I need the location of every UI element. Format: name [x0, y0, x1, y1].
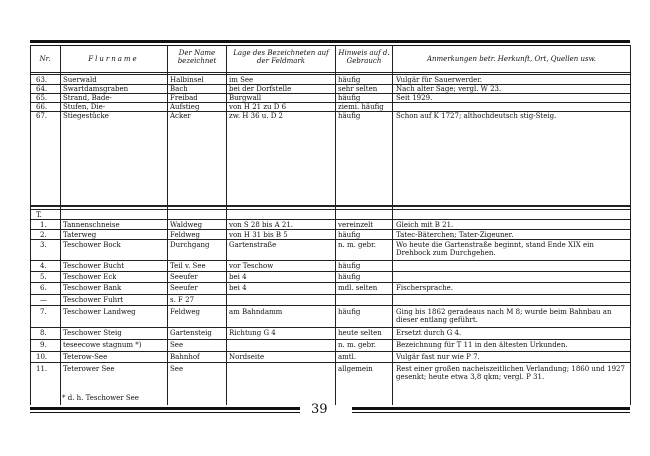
- row-rule: [30, 351, 630, 352]
- row-flurname: teseecowe stagnum *): [63, 341, 142, 349]
- row-flurname: Teschower Eck: [63, 273, 117, 281]
- row-bezeichnet: Seeufer: [170, 284, 198, 292]
- row-flurname: Teschower Bock: [63, 241, 121, 249]
- row-flurname: Teschower Bank: [63, 284, 122, 292]
- row-hinweis: häufig: [338, 273, 361, 281]
- row-hinweis: heute selten: [338, 329, 382, 337]
- row-nr: 5.: [40, 273, 47, 281]
- footnote: * d. h. Teschower See: [62, 394, 139, 402]
- row-bezeichnet: Feldweg: [170, 231, 200, 239]
- row-lage: zw. H 36 u. D 2: [229, 112, 284, 120]
- section-rule: [30, 205, 630, 207]
- row-lage: von H 31 bis B 5: [229, 231, 288, 239]
- row-rule: [30, 327, 630, 328]
- row-nr: —: [40, 296, 47, 304]
- header-rule: [30, 74, 630, 75]
- row-anmerkung: Ersetzt durch G 4.: [396, 329, 462, 337]
- row-flurname: Strand, Bade-: [63, 94, 112, 102]
- row-nr: 10.: [36, 353, 48, 361]
- row-bezeichnet: Aufstieg: [170, 103, 200, 111]
- row-flurname: Stufen, Die-: [63, 103, 106, 111]
- bottom-rule-left: [30, 407, 300, 410]
- row-anmerkung: Seit 1929.: [396, 94, 433, 102]
- row-nr: 1.: [40, 221, 47, 229]
- bottom-rule-right: [352, 407, 630, 410]
- top-rule-thin: [30, 45, 630, 46]
- row-lage: Richtung G 4: [229, 329, 276, 337]
- row-nr: 3.: [40, 241, 47, 249]
- row-flurname: Teschower Fuhrt: [63, 296, 124, 304]
- row-hinweis: sehr selten: [338, 85, 378, 93]
- row-hinweis: n. m. gebr.: [338, 241, 376, 249]
- row-anmerkung: Fischersprache.: [396, 284, 453, 292]
- row-flurname: Swartdamsgraben: [63, 85, 129, 93]
- row-flurname: Teterower See: [63, 365, 115, 373]
- page-number: 39: [311, 402, 328, 417]
- row-bezeichnet: Äcker: [170, 112, 191, 120]
- header-flurname: Flurname: [88, 55, 139, 63]
- row-anmerkung: Vulgär fast nur wie P 7.: [396, 353, 480, 361]
- row-nr: 7.: [40, 308, 47, 316]
- row-bezeichnet: Waldweg: [170, 221, 203, 229]
- row-nr: 9.: [40, 341, 47, 349]
- row-rule: [30, 305, 630, 306]
- row-anmerkung: Tatec-Bäterchen; Tater-Zigeuner.: [396, 231, 514, 239]
- row-lage: von H 21 zu D 6: [229, 103, 287, 111]
- row-anmerkung: Bezeichnung für T 11 in den ältesten Urkunden.: [396, 341, 568, 349]
- row-hinweis: mdl. selten: [338, 284, 378, 292]
- row-bezeichnet: Halbinsel: [170, 76, 204, 84]
- section-letter: T.: [36, 211, 42, 219]
- header-lage: Lage des Bezeichneten auf der Feldmark: [233, 49, 329, 65]
- row-nr: 8.: [40, 329, 47, 337]
- row-anmerkung: Vulgär für Sauerwerder.: [396, 76, 483, 84]
- row-anmerkung: Wo heute die Gartenstraße beginnt, stand Ende XIX ein Drehbock zum Durchgehen.: [396, 241, 594, 257]
- section-rule: [30, 209, 630, 210]
- row-hinweis: häufig: [338, 308, 361, 316]
- row-bezeichnet: Seeufer: [170, 273, 198, 281]
- row-flurname: Teterow-See: [63, 353, 108, 361]
- row-flurname: Stiegestücke: [63, 112, 109, 120]
- header-hinweis: Hinweis auf d. Gebrauch: [338, 49, 390, 65]
- row-flurname: Teschower Bucht: [63, 262, 125, 270]
- header-rule: [30, 72, 630, 73]
- row-hinweis: häufig: [338, 76, 361, 84]
- row-nr: 64.: [36, 85, 48, 93]
- row-anmerkung: Ging bis 1862 geradeaus nach M 8; wurde beim Bahnbau an dieser entlang geführt.: [396, 308, 612, 324]
- row-hinweis: allgemein: [338, 365, 373, 373]
- row-bezeichnet: Freibad: [170, 94, 198, 102]
- row-anmerkung: Gleich mit B 21.: [396, 221, 454, 229]
- row-bezeichnet: Bach: [170, 85, 188, 93]
- row-lage: bei der Dorfstelle: [229, 85, 292, 93]
- header-name: Der Name bezeichnet: [177, 49, 217, 65]
- row-lage: am Bahndamm: [229, 308, 283, 316]
- row-rule: [30, 229, 630, 230]
- row-lage: Nordseite: [229, 353, 265, 361]
- row-flurname: Teschower Steig: [63, 329, 122, 337]
- header-nr: Nr.: [39, 55, 51, 63]
- row-rule: [30, 271, 630, 272]
- top-rule: [30, 40, 630, 43]
- row-bezeichnet: Feldweg: [170, 308, 200, 316]
- row-anmerkung: Schon auf K 1727; althochdeutsch stig-Steig.: [396, 112, 557, 120]
- row-flurname: Suerwald: [63, 76, 97, 84]
- row-nr: 65.: [36, 94, 48, 102]
- row-nr: 67.: [36, 112, 48, 120]
- row-lage: vor Teschow: [229, 262, 274, 270]
- row-nr: 2.: [40, 231, 47, 239]
- row-lage: bei 4: [229, 273, 247, 281]
- row-hinweis: ziemi. häufig: [338, 103, 384, 111]
- row-lage: Gartenstraße: [229, 241, 277, 249]
- row-rule: [30, 102, 630, 103]
- row-anmerkung: Rest einer großen nacheiszeitlichen Verlandung; 1860 und 1927 gesenkt; heute etwa 3,8 qkm; vergl. P 31.: [396, 365, 625, 381]
- bottom-rule-left-thin: [30, 412, 300, 413]
- row-bezeichnet: s. F 27: [170, 296, 195, 304]
- row-rule: [30, 282, 630, 283]
- row-lage: Burgwall: [229, 94, 262, 102]
- row-hinweis: häufig: [338, 231, 361, 239]
- row-nr: 4.: [40, 262, 47, 270]
- row-hinweis: amtl.: [338, 353, 357, 361]
- row-hinweis: vereinzelt: [338, 221, 374, 229]
- row-bezeichnet: Durchgang: [170, 241, 210, 249]
- row-rule: [30, 219, 630, 220]
- row-lage: bei 4: [229, 284, 247, 292]
- row-bezeichnet: Teil v. See: [170, 262, 206, 270]
- row-hinweis: häufig: [338, 94, 361, 102]
- row-anmerkung: Nach alter Sage; vergl. W 23.: [396, 85, 502, 93]
- row-lage: von S 28 bis A 21.: [229, 221, 294, 229]
- header-anmerkungen: Anmerkungen betr. Herkunft, Ort, Quellen usw.: [426, 55, 597, 63]
- col-line: [630, 45, 631, 405]
- row-rule: [30, 294, 630, 295]
- row-hinweis: häufig: [338, 112, 361, 120]
- row-flurname: Taterweg: [63, 231, 97, 239]
- row-bezeichnet: Gartensteig: [170, 329, 212, 337]
- row-rule: [30, 339, 630, 340]
- row-flurname: Tannenschneise: [63, 221, 120, 229]
- row-bezeichnet: See: [170, 341, 184, 349]
- bottom-rule-right-thin: [352, 412, 630, 413]
- row-hinweis: häufig: [338, 262, 361, 270]
- row-rule: [30, 260, 630, 261]
- row-flurname: Teschower Landweg: [63, 308, 136, 316]
- row-nr: 66.: [36, 103, 48, 111]
- row-lage: im See: [229, 76, 254, 84]
- row-nr: 6.: [40, 284, 47, 292]
- row-bezeichnet: See: [170, 365, 184, 373]
- row-nr: 63.: [36, 76, 48, 84]
- row-rule: [30, 239, 630, 240]
- row-hinweis: n. m. gebr.: [338, 341, 376, 349]
- row-bezeichnet: Bahnhof: [170, 353, 200, 361]
- row-rule: [30, 362, 630, 363]
- row-nr: 11.: [36, 365, 48, 373]
- row-rule: [30, 93, 630, 94]
